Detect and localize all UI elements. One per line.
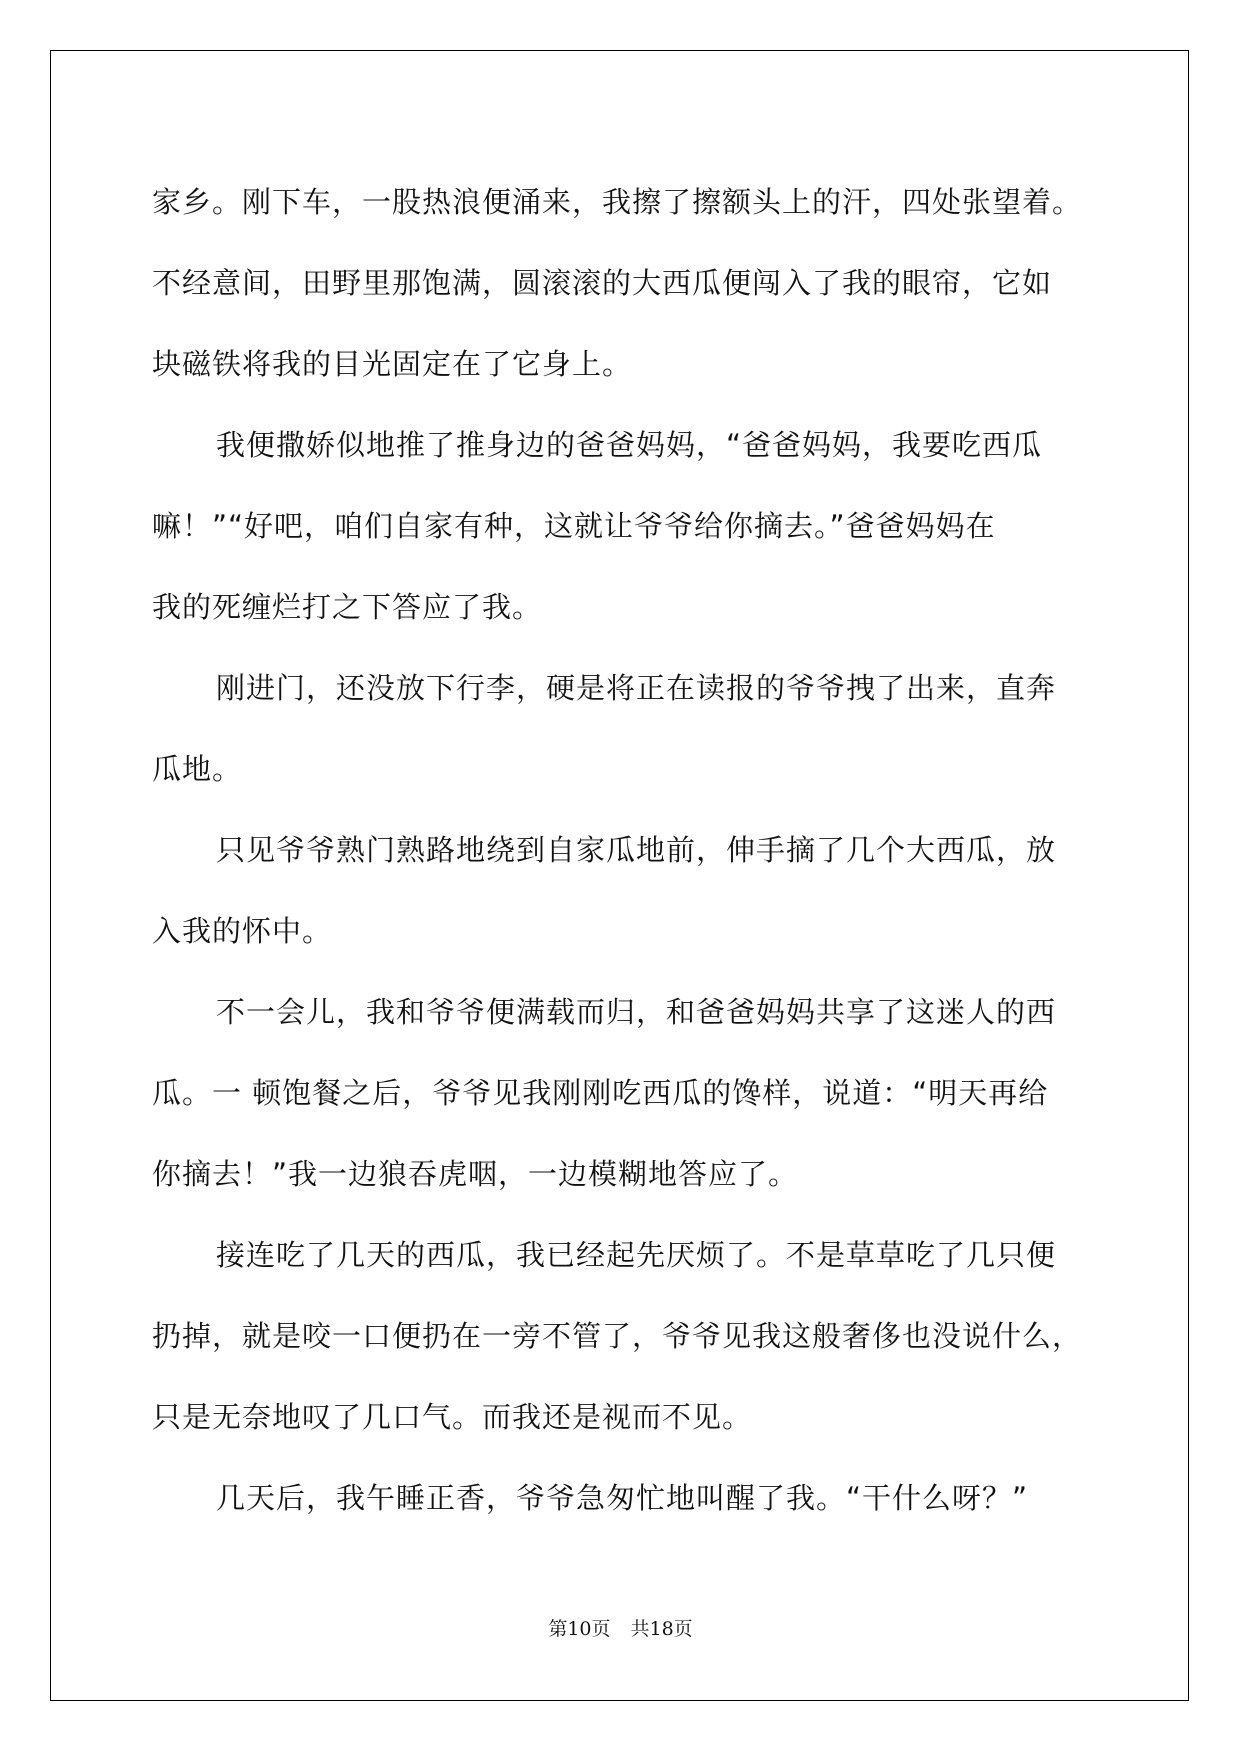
text-line: 不经意间，田野里那饱满，圆滚滚的大西瓜便闯入了我的眼帘，它如 (152, 266, 1053, 300)
text-line: 块磁铁将我的目光固定在了它身上。 (152, 347, 633, 381)
page-number: 第10页 (548, 1618, 611, 1640)
page-total: 共18页 (630, 1618, 693, 1640)
text-line: 家乡。刚下车，一股热浪便涌来，我擦了擦额头上的汗，四处张望着。 (152, 185, 1083, 219)
text-line: 瓜。一 顿饱餐之后，爷爷见我刚刚吃西瓜的馋样，说道：“明天再给 (152, 1076, 1049, 1110)
text-line: 嘛！”“好吧，咱们自家有种，这就让爷爷给你摘去。”爸爸妈妈在 (152, 509, 996, 543)
text-line: 你摘去！”我一边狼吞虎咽，一边模糊地答应了。 (152, 1157, 799, 1191)
text-line: 入我的怀中。 (152, 914, 333, 948)
body-text (152, 162, 1112, 1539)
text-line: 不一会儿，我和爷爷便满载而归，和爸爸妈妈共享了这迷人的西 (216, 995, 1057, 1029)
text-line: 我便撒娇似地推了推身边的爸爸妈妈，“爸爸妈妈，我要吃西瓜 (216, 428, 1043, 462)
text-line: 刚进门，还没放下行李，硬是将正在读报的爷爷拽了出来，直奔 (216, 671, 1057, 705)
text-line: 只见爷爷熟门熟路地绕到自家瓜地前，伸手摘了几个大西瓜，放 (216, 833, 1057, 867)
text-line: 扔掉，就是咬一口便扔在一旁不管了，爷爷见我这般奢侈也没说什么， (152, 1319, 1083, 1353)
text-line: 只是无奈地叹了几口气。而我还是视而不见。 (152, 1400, 753, 1434)
text-line: 接连吃了几天的西瓜，我已经起先厌烦了。不是草草吃了几只便 (216, 1238, 1057, 1272)
text-line: 几天后，我午睡正香，爷爷急匆忙地叫醒了我。“干什么呀？” (216, 1481, 1029, 1515)
text-line: 我的死缠烂打之下答应了我。 (152, 590, 543, 624)
page-footer (0, 1614, 1241, 1641)
text-line: 瓜地。 (152, 752, 243, 786)
